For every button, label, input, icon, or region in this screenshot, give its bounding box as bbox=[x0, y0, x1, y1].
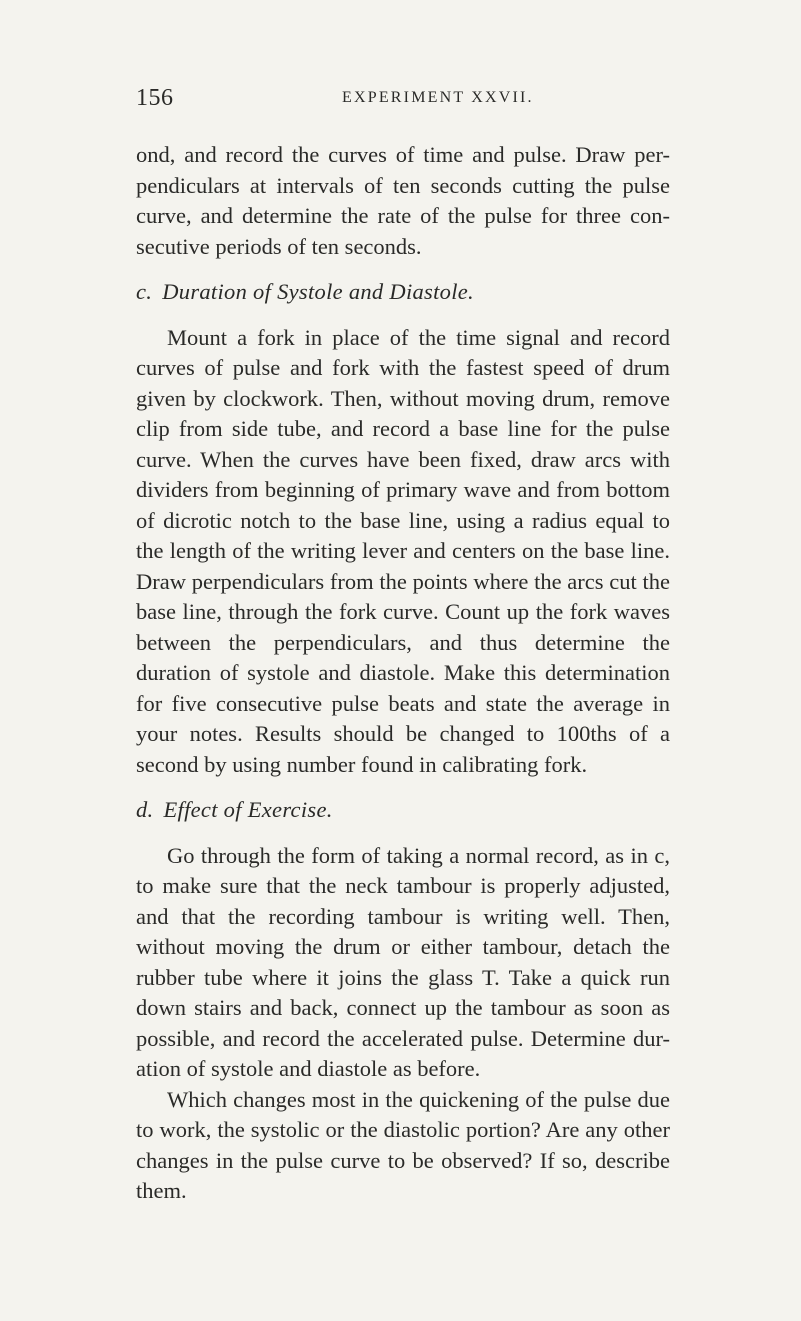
section-letter-d: d. bbox=[136, 797, 154, 822]
page-number: 156 bbox=[136, 85, 174, 111]
section-letter-c: c. bbox=[136, 279, 153, 304]
paragraph-questions: Which changes most in the quickening of the pulse due to work, the systolic or the diastolic portion? Are any other changes in the pulse curve to be observed? If so, describe them. bbox=[136, 1086, 670, 1203]
paragraph-exercise: Go through the form of taking a normal record, as in c, to make sure that the neck tambour is properly adjusted, and that the recording tambour is writing well. Then, without moving the drum or either tambour, detach the rubber tube where it joins the glass T. Take a quick run down stairs and back, connect up the tambour as soon as possible, and record the accelerated pulse. Determine dur-ation of systole and diastole as before. bbox=[136, 842, 670, 1081]
running-head bbox=[136, 85, 670, 115]
section-heading-c bbox=[136, 277, 670, 308]
section-title-d: Effect of Exercise. bbox=[163, 797, 333, 822]
section-title-c: Duration of Systole and Diastole. bbox=[162, 279, 474, 304]
running-title: EXPERIMENT XXVII. bbox=[342, 89, 534, 106]
body-text bbox=[136, 140, 670, 1207]
paragraph-continuation: ond, and record the curves of time and pulse. Draw per-pendiculars at intervals of ten seconds cutting the pulse curve, and determine the rate of the pulse for three con-secutive periods of ten seconds. bbox=[136, 142, 670, 259]
paragraph-duration: Mount a fork in place of the time signal and record curves of pulse and fork with the fastest speed of drum given by clockwork. Then, without moving drum, remove clip from side tube, and record a base line for the pulse curve. When the curves have been fixed, draw arcs with dividers from beginning of primary wave and from bottom of dicrotic notch to the base line, using a radius equal to the length of the writing lever and centers on the base line. Draw perpendiculars from the points where the arcs cut the base line, through the fork curve. Count up the fork waves between the perpendiculars, and thus determine the duration of systole and diastole. Make this determination for five consecutive pulse beats and state the average in your notes. Results should be changed to 100ths of a second by using number found in calibrating fork. bbox=[136, 324, 670, 777]
section-heading-d bbox=[136, 795, 670, 826]
